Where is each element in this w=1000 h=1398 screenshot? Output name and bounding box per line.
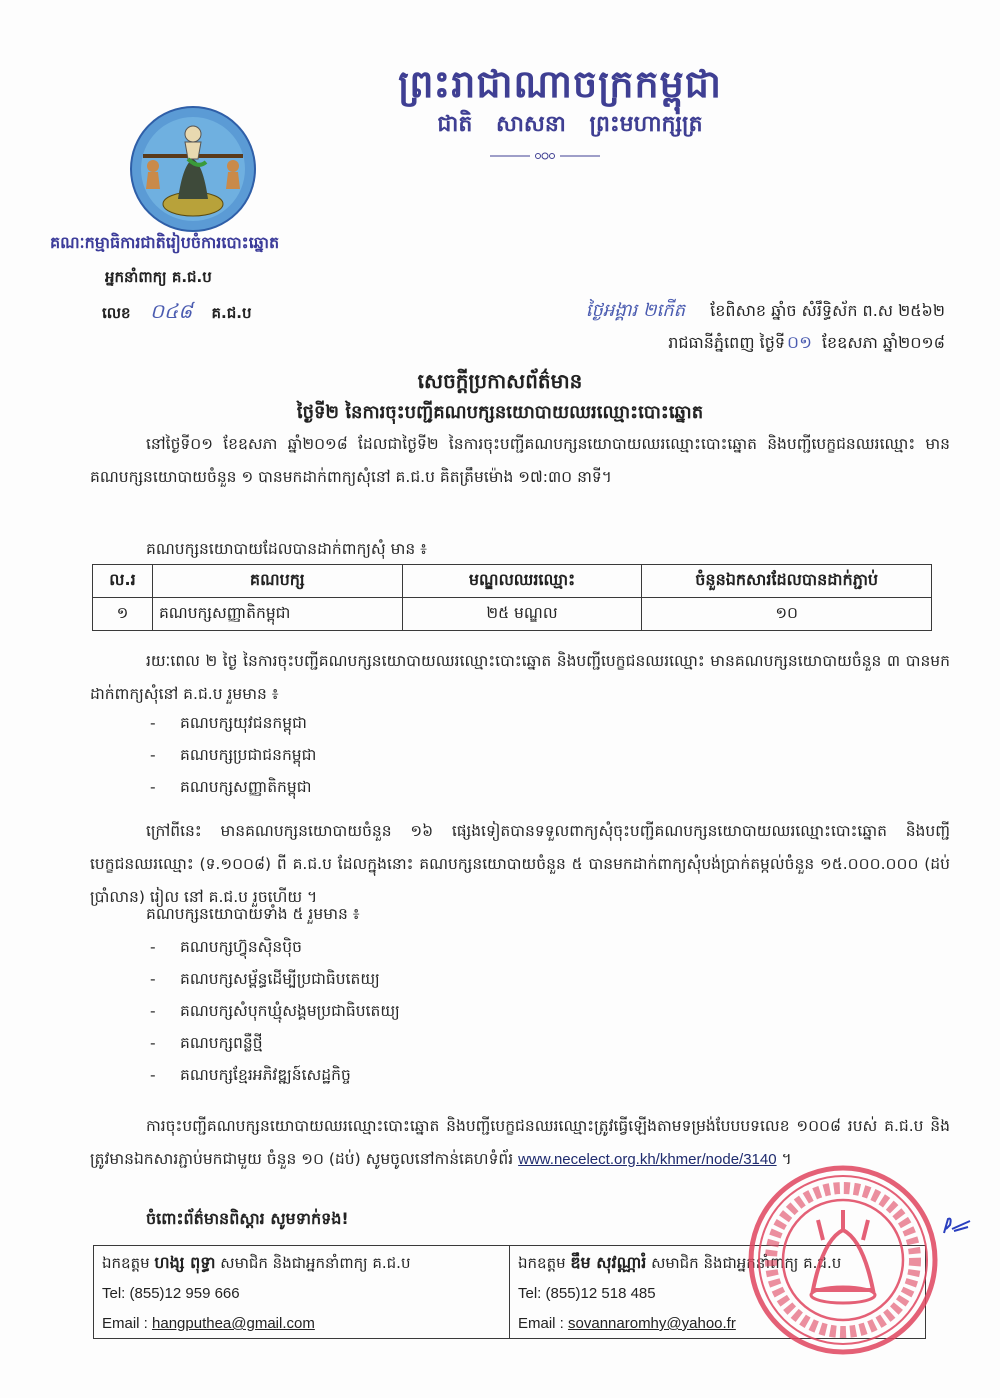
kingdom-heading: ព្រះរាជាណាចក្រកម្ពុជា — [398, 61, 722, 106]
cell-documents: ១០ — [642, 598, 932, 631]
solar-day-handwritten: ០១ — [787, 333, 812, 353]
table-row — [93, 598, 932, 631]
contact-card — [94, 1246, 509, 1338]
lunar-date — [455, 298, 945, 325]
closing-line: ចំពោះព័ត៌មានពិស្ដារ សូមទាក់ទង! — [146, 1209, 349, 1228]
paragraph-registration-text: ការចុះបញ្ជីគណបក្សនយោបាយឈរឈ្មោះបោះឆ្នោត និងបញ្ជីបេក្ខជនឈរឈ្មោះត្រូវធ្វើឡើងតាមទម្រង់បែបបទលេខ ១០០៨ របស់ គ.ជ.ប និងត្រូវមានឯកសារភ្ជាប់មកជាមួយ ចំនួន ១០ (ដប់) សូមចូលនៅកាន់គេហទំព័រ — [90, 1117, 950, 1168]
cell-no: ១ — [93, 598, 153, 631]
contact-tel: Tel: (855)12 959 666 — [102, 1285, 240, 1302]
reference-number — [102, 298, 252, 328]
contact-title: ឯកឧត្ដម — [518, 1254, 566, 1272]
deposit-parties-list — [150, 931, 850, 1091]
contact-name: ហង្ស ពុទ្ធា — [154, 1253, 216, 1272]
solar-date-prefix: រាជធានីភ្នំពេញ ថ្ងៃទី — [668, 333, 786, 352]
paragraph-intro-text: នៅថ្ងៃទី០១ ខែឧសភា ឆ្នាំ២០១៨ ដែលជាថ្ងៃទី២ នៃការចុះបញ្ជីគណបក្សនយោបាយឈរឈ្មោះបោះឆ្នោត និងបញ្ជីបេក្ខជនឈរឈ្មោះ មានគណបក្សនយោបាយចំនួន ១ បានមកដាក់ពាក្យសុំនៅ គ.ជ.ប គិតត្រឹមម៉ោង ១៧:៣០ នាទី។ — [90, 435, 950, 486]
page-title: សេចក្ដីប្រកាសព័ត៌មាន — [417, 369, 583, 393]
contact-card — [509, 1246, 925, 1338]
paragraph-other-parties-text: ក្រៅពីនេះ មានគណបក្សនយោបាយចំនួន ១៦ ផ្សេងទៀតបានទទួលពាក្យសុំចុះបញ្ជីគណបក្សនយោបាយឈរឈ្មោះបោះឆ្នោត និងបញ្ជីបេក្ខជនឈរឈ្មោះ (ទ.១០០៨) ពី គ.ជ.ប ដែលក្នុងនោះ គណបក្សនយោបាយចំនួន ៥ បានមកដាក់ពាក្យសុំបង់ប្រាក់តម្កល់ចំនួន ១៥.០០០.០០០ (ដប់ប្រាំលាន) រៀល នៅ គ.ជ.ប រួចហើយ ។ — [90, 822, 950, 906]
registered-parties-list — [150, 707, 850, 803]
signature-initial-icon — [940, 1215, 974, 1235]
list-item: - គណបក្សយុវជនកម្ពុជា — [150, 714, 307, 732]
website-link[interactable]: www.necelect.org.kh/khmer/node/3140 — [518, 1151, 777, 1168]
list-item: - គណបក្សសម្ព័ន្ធដើម្បីប្រជាធិបតេយ្យ — [150, 970, 380, 988]
organization-name: គណៈកម្មាធិការជាតិរៀបចំការបោះឆ្នោត — [50, 233, 280, 252]
ref-number-handwritten: ០៤៨ — [149, 299, 193, 323]
ref-suffix: គ.ជ.ប — [211, 304, 252, 322]
solar-date — [455, 332, 945, 357]
contact-role: សមាជិក និងជាអ្នកនាំពាក្យ គ.ជ.ប — [220, 1254, 411, 1272]
paragraph-five-parties — [90, 898, 950, 931]
column-header-documents: ចំនួនឯកសារដែលបានដាក់ភ្ជាប់ — [642, 565, 932, 598]
paragraph-two-days-text: រយៈពេល ២ ថ្ងៃ នៃការចុះបញ្ជីគណបក្សនយោបាយឈរឈ្មោះបោះឆ្នោត និងបញ្ជីបេក្ខជនឈរឈ្មោះ មានគណបក្សនយោបាយចំនួន ៣ បានមកដាក់ពាក្យសុំនៅ គ.ជ.ប រួមមាន ៖ — [90, 652, 950, 703]
cell-party: គណបក្សសញ្ញាតិកម្ពុជា — [152, 598, 402, 631]
email-label: Email : — [102, 1315, 153, 1332]
table-header-row — [93, 565, 932, 598]
contact-email-link[interactable]: sovannaromhy@yahoo.fr — [568, 1315, 736, 1332]
paragraph-intro — [90, 428, 950, 494]
spokesperson-label: អ្នកនាំពាក្យ គ.ជ.ប — [105, 268, 212, 286]
paragraph-two-days — [90, 645, 950, 711]
column-header-party: គណបក្ស — [152, 565, 402, 598]
ref-label: លេខ — [102, 304, 131, 322]
column-header-no: ល.រ — [93, 565, 153, 598]
page-subtitle: ថ្ងៃទី២ នៃការចុះបញ្ជីគណបក្សនយោបាយឈរឈ្មោះបោះឆ្នោត — [296, 402, 704, 423]
column-header-constituency: មណ្ឌលឈរឈ្មោះ — [402, 565, 642, 598]
contacts-box — [93, 1245, 926, 1339]
list-item: - គណបក្សប្រជាជនកម្ពុជា — [150, 746, 317, 764]
lunar-date-handwritten: ថ្ងៃអង្គារ ២កើត — [585, 300, 686, 321]
cell-constituency: ២៥ មណ្ឌល — [402, 598, 642, 631]
national-motto: ជាតិ សាសនា ព្រះមហាក្សត្រ — [437, 111, 703, 137]
nec-emblem-icon — [128, 104, 258, 234]
paragraph-five-parties-text: គណបក្សនយោបាយទាំង ៥ រួមមាន ៖ — [146, 905, 360, 923]
list-item: - គណបក្សសញ្ញាតិកម្ពុជា — [150, 778, 312, 796]
list-item: - គណបក្សសំបុកឃ្មុំសង្គមប្រជាធិបតេយ្យ — [150, 1002, 400, 1020]
list-item: - គណបក្សខ្មែរអភិវឌ្ឍន៍សេដ្ឋកិច្ច — [150, 1066, 351, 1084]
solar-date-rest: ខែឧសភា ឆ្នាំ២០១៨ — [821, 333, 945, 352]
contact-role: សមាជិក និងជាអ្នកនាំពាក្យ គ.ជ.ប — [651, 1254, 842, 1272]
paragraph-applicants-text: គណបក្សនយោបាយដែលបានដាក់ពាក្យសុំ មាន ៖ — [146, 540, 427, 558]
ornament-divider-icon — [490, 152, 600, 160]
list-item: - គណបក្សហ៊្វុនស៊ិនប៉ិច — [150, 938, 302, 956]
lunar-date-text: ខែពិសាខ ឆ្នាំច សំរឹទ្ធិស័ក ព.ស ២៥៦២ — [710, 301, 945, 320]
email-label: Email : — [518, 1315, 569, 1332]
paragraph-registration-info: ការចុះបញ្ជីគណបក្សនយោបាយឈរឈ្មោះបោះឆ្នោត និងបញ្ជីបេក្ខជនឈរឈ្មោះត្រូវធ្វើឡើងតាមទម្រង់បែបបទលេខ ១០០៨ របស់ គ.ជ.ប និងត្រូវមានឯកសារភ្ជាប់មកជាមួយ ចំនួន ១០ (ដប់) សូមចូលនៅកាន់គេហទំព័រ www.necelect.org.kh/khmer/node/3140 ។ — [90, 1117, 950, 1168]
list-item: - គណបក្សពន្លឺថ្មី — [150, 1034, 263, 1052]
contact-email-link[interactable]: hangputhea@gmail.com — [152, 1315, 315, 1332]
contact-name: ឌឹម សុវណ្ណារំ — [570, 1253, 647, 1272]
applicants-table — [92, 564, 932, 631]
contact-tel: Tel: (855)12 518 485 — [518, 1285, 656, 1302]
paragraph-applicants — [90, 533, 950, 566]
contact-title: ឯកឧត្ដម — [102, 1254, 150, 1272]
